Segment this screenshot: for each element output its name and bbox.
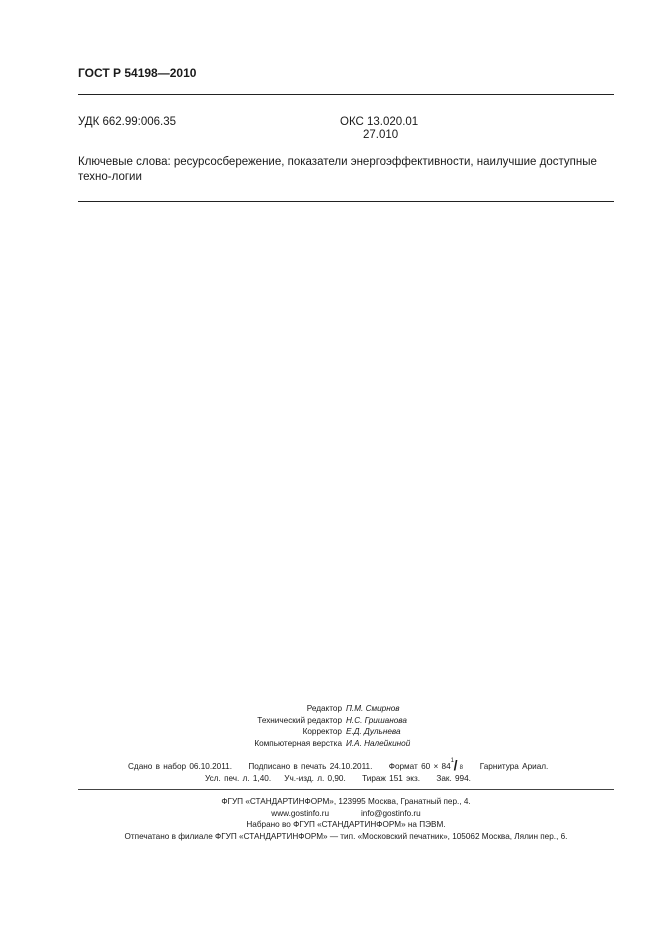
credit-editor: [200, 703, 500, 715]
publisher-footer: [78, 796, 614, 842]
standard-number: ГОСТ Р 54198—2010: [78, 66, 197, 80]
credit-name: И.А. Налейкиной: [346, 738, 411, 748]
divider-top: [78, 94, 614, 95]
oks-code-1: ОКС 13.020.01: [340, 116, 419, 128]
typeset-note: Набрано во ФГУП «СТАНДАРТИНФОРМ» на ПЭВМ.: [246, 820, 446, 829]
credit-name: П.М. Смирнов: [346, 704, 400, 713]
udk-code: УДК 662.99:006.35: [78, 116, 177, 128]
publisher-address: ФГУП «СТАНДАРТИНФОРМ», 123995 Москва, Гранатный пер., 4.: [221, 797, 471, 806]
typeface: Гарнитура Ариал.: [479, 762, 549, 771]
credit-label: Корректор: [302, 727, 342, 736]
keywords-text: Ключевые слова: ресурсосбережение, показатели энергоэффективности, наилучшие доступные техно-логии: [78, 156, 597, 183]
credits-block: [200, 703, 500, 749]
circulation: Тираж 151 экз.: [362, 774, 420, 783]
print-info-line-1: [128, 757, 549, 773]
format-fraction: 1 / 8: [450, 757, 463, 773]
divider-footer: [78, 789, 614, 790]
publisher-email[interactable]: info@gostinfo.ru: [360, 808, 421, 818]
credit-label: Редактор: [306, 704, 342, 713]
oks-code-2: 27.010: [363, 129, 399, 141]
order-number: Зак. 994.: [436, 774, 471, 783]
printed-sheets: Усл. печ. л. 1,40.: [205, 774, 272, 783]
credit-proofreader: [200, 726, 500, 738]
credit-label: Технический редактор: [257, 715, 342, 725]
credit-name: Н.С. Гришанова: [346, 715, 407, 725]
divider-keywords: [78, 201, 614, 202]
credit-name: Е.Д. Дульнева: [346, 727, 401, 736]
publisher-sheets: Уч.-изд. л. 0,90.: [284, 774, 346, 783]
credit-label: Компьютерная верстка: [254, 738, 342, 748]
printed-note: Отпечатано в филиале ФГУП «СТАНДАРТИНФОРМ» — тип. «Московский печатник», 105062 Москва, Лялин пер., 6.: [124, 831, 568, 841]
signed-to-print: Подписано в печать 24.10.2011.: [248, 762, 373, 771]
publisher-website[interactable]: www.gostinfo.ru: [271, 808, 330, 818]
credit-tech-editor: [200, 715, 500, 727]
print-info-line-2: [205, 774, 471, 783]
sent-to-set: Сдано в набор 06.10.2011.: [128, 762, 233, 771]
credit-layout: [200, 738, 500, 750]
format: Формат 60 × 84: [388, 762, 451, 771]
publisher-contacts: [78, 808, 614, 820]
